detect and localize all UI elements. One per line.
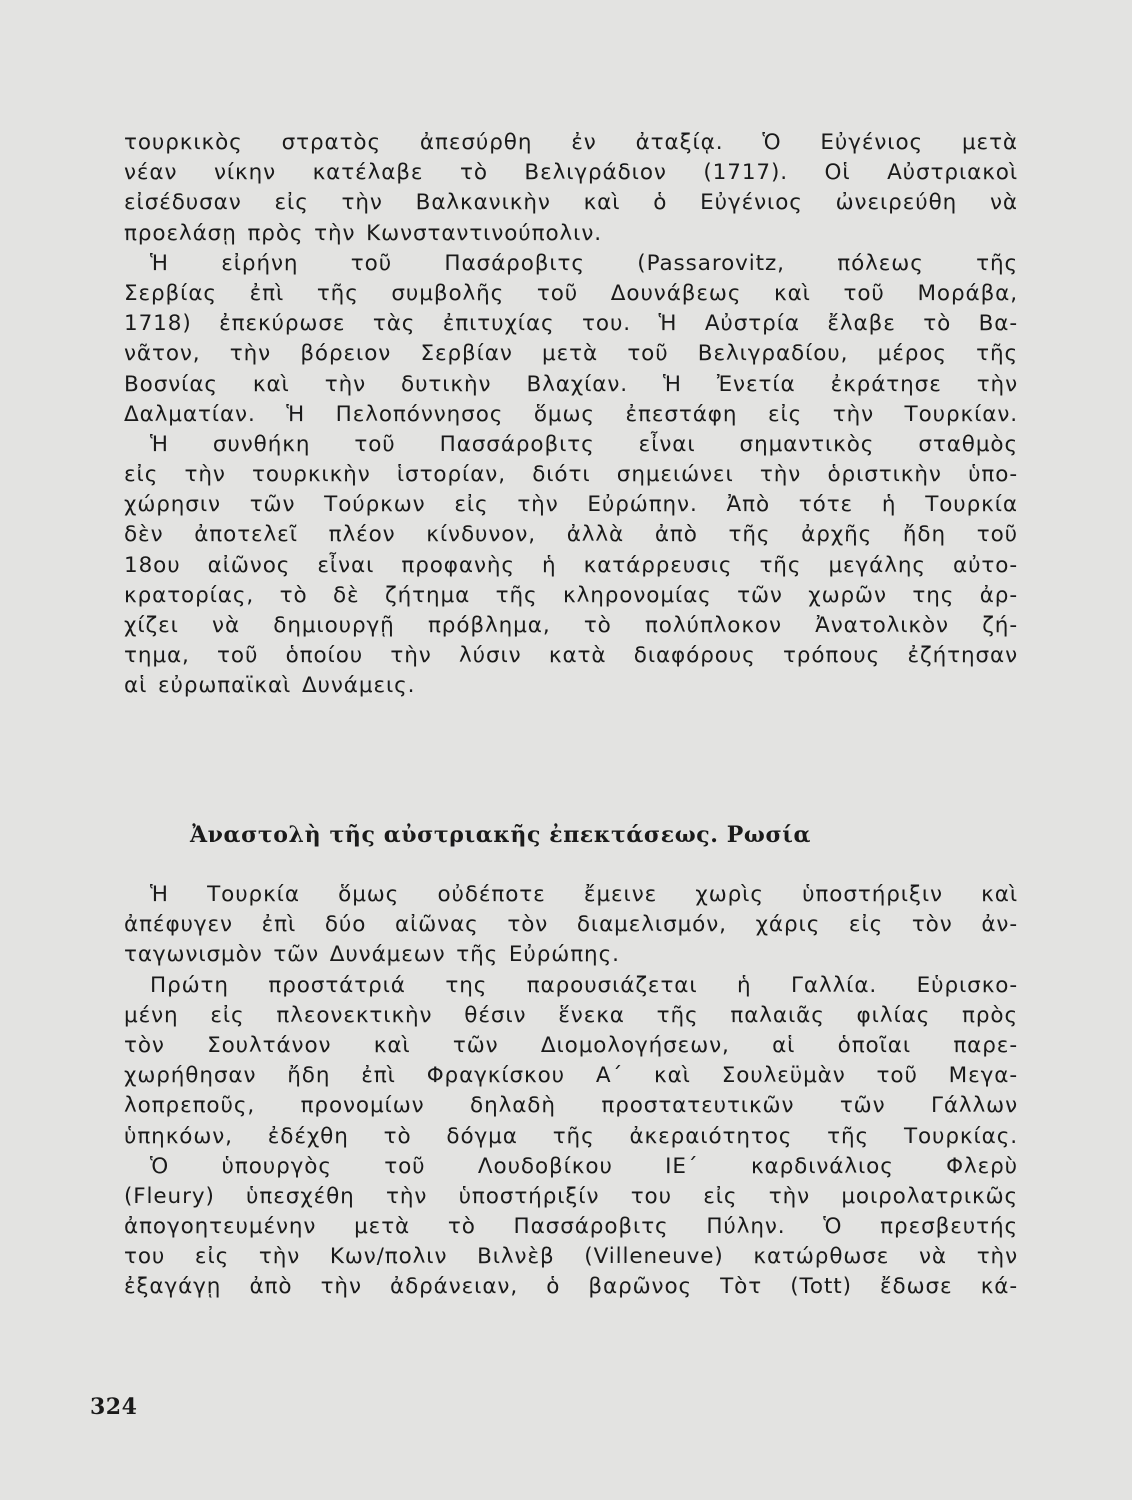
text-line: τὸν Σουλτάνον καὶ τῶν Διομολογήσεων, αἱ ὁποῖαι παρε- — [124, 1032, 1018, 1058]
text-line: του εἰς τὴν Κων/πολιν Βιλνὲβ (Villeneuve) κατώρθωσε νὰ τὴν — [124, 1244, 1018, 1270]
text-line: κρατορίας, τὸ δὲ ζήτημα τῆς κληρονομίας τῶν χωρῶν της ἀρ- — [124, 582, 1018, 608]
text-line: τημα, τοῦ ὁποίου τὴν λύσιν κατὰ διαφόρους τρόπους ἐζήτησαν — [124, 643, 1018, 669]
text-line: δὲν ἀποτελεῖ πλέον κίνδυνον, ἀλλὰ ἀπὸ τῆς ἀρχῆς ἤδη τοῦ — [124, 522, 1018, 548]
text-line: εἰς τὴν τουρκικὴν ἱστορίαν, διότι σημειώνει τὴν ὁριστικὴν ὑπο- — [124, 462, 1018, 488]
body-text-section-1 — [124, 128, 1018, 702]
text-line: λοπρεποῦς, προνομίων δηλαδὴ προστατευτικῶν τῶν Γάλλων — [124, 1093, 1018, 1119]
text-line: Δαλματίαν. Ἡ Πελοπόννησος ὅμως ἐπεστάφη εἰς τὴν Τουρκίαν. — [124, 401, 1018, 427]
text-line: χίζει νὰ δημιουργῇ πρόβλημα, τὸ πολύπλοκον Ἀνατολικὸν ζή- — [124, 613, 1018, 638]
text-line: χωρήθησαν ἤδη ἐπὶ Φραγκίσκου Α΄ καὶ Σουλεϋμὰν τοῦ Μεγα- — [124, 1063, 1018, 1089]
section-heading: Ἀναστολὴ τῆς αὐστριακῆς ἐπεκτάσεως. Ρωσία — [190, 822, 812, 848]
text-line: Βοσνίας καὶ τὴν δυτικὴν Βλαχίαν. Ἡ Ἐνετία ἐκράτησε τὴν — [124, 371, 1018, 397]
text-line: 18ου αἰῶνος εἶναι προφανὴς ἡ κατάρρευσις τῆς μεγάλης αὐτο- — [124, 552, 1018, 578]
text-line: ἀπογοητευμένην μετὰ τὸ Πασσάροβιτς Πύλην. Ὁ πρεσβευτής — [124, 1214, 1018, 1240]
text-line: Ἡ εἰρήνη τοῦ Πασάροβιτς (Passarovitz, πόλεως τῆς — [150, 250, 1018, 276]
text-line: αἱ εὐρωπαϊκαὶ Δυνάμεις. — [124, 673, 416, 699]
text-line: νᾶτον, τὴν βόρειον Σερβίαν μετὰ τοῦ Βελιγραδίου, μέρος τῆς — [124, 341, 1018, 367]
text-line: τουρκικὸς στρατὸς ἀπεσύρθη ἐν ἀταξίᾳ. Ὁ Εὐγένιος μετὰ — [124, 130, 1018, 155]
text-line: Ἡ Τουρκία ὅμως οὐδέποτε ἔμεινε χωρὶς ὑποστήριξιν καὶ — [150, 882, 1018, 907]
text-line: ταγωνισμὸν τῶν Δυνάμεων τῆς Εὐρώπης. — [124, 942, 620, 968]
text-line: Ἡ συνθήκη τοῦ Πασσάροβιτς εἶναι σημαντικὸς σταθμὸς — [150, 431, 1018, 457]
text-line: ἀπέφυγεν ἐπὶ δύο αἰῶνας τὸν διαμελισμόν, χάρις εἰς τὸν ἀν- — [124, 912, 1018, 938]
text-line: Ὁ ὑπουργὸς τοῦ Λουδοβίκου ΙΕ΄ καρδινάλιος Φλερὺ — [150, 1153, 1018, 1179]
text-line: νέαν νίκην κατέλαβε τὸ Βελιγράδιον (1717). Οἱ Αὐστριακοὶ — [124, 160, 1018, 186]
text-line: εἰσέδυσαν εἰς τὴν Βαλκανικὴν καὶ ὁ Εὐγένιος ὠνειρεύθη νὰ — [124, 190, 1018, 216]
text-line: ἐξαγάγῃ ἀπὸ τὴν ἀδράνειαν, ὁ βαρῶνος Τὸτ (Tott) ἔδωσε κά- — [124, 1274, 1018, 1300]
text-line: ὑπηκόων, ἐδέχθη τὸ δόγμα τῆς ἀκεραιότητος τῆς Τουρκίας. — [124, 1123, 1018, 1149]
body-text-section-2 — [124, 880, 1018, 1303]
text-line: χώρησιν τῶν Τούρκων εἰς τὴν Εὐρώπην. Ἀπὸ τότε ἡ Τουρκία — [124, 492, 1018, 518]
text-line: (Fleury) ὑπεσχέθη τὴν ὑποστήριξίν του εἰς τὴν μοιρολατρικῶς — [124, 1183, 1018, 1209]
text-line: προελάσῃ πρὸς τὴν Κωνσταντινούπολιν. — [124, 220, 602, 246]
text-line: 1718) ἐπεκύρωσε τὰς ἐπιτυχίας του. Ἡ Αὐστρία ἔλαβε τὸ Βα- — [124, 311, 1018, 337]
text-line: μένη εἰς πλεονεκτικὴν θέσιν ἕνεκα τῆς παλαιᾶς φιλίας πρὸς — [124, 1002, 1018, 1028]
text-line: Σερβίας ἐπὶ τῆς συμβολῆς τοῦ Δουνάβεως καὶ τοῦ Μοράβα, — [124, 280, 1018, 306]
page-number: 324 — [90, 1394, 138, 1420]
text-line: Πρώτη προστάτριά της παρουσιάζεται ἡ Γαλλία. Εὑρισκο- — [150, 972, 1018, 998]
